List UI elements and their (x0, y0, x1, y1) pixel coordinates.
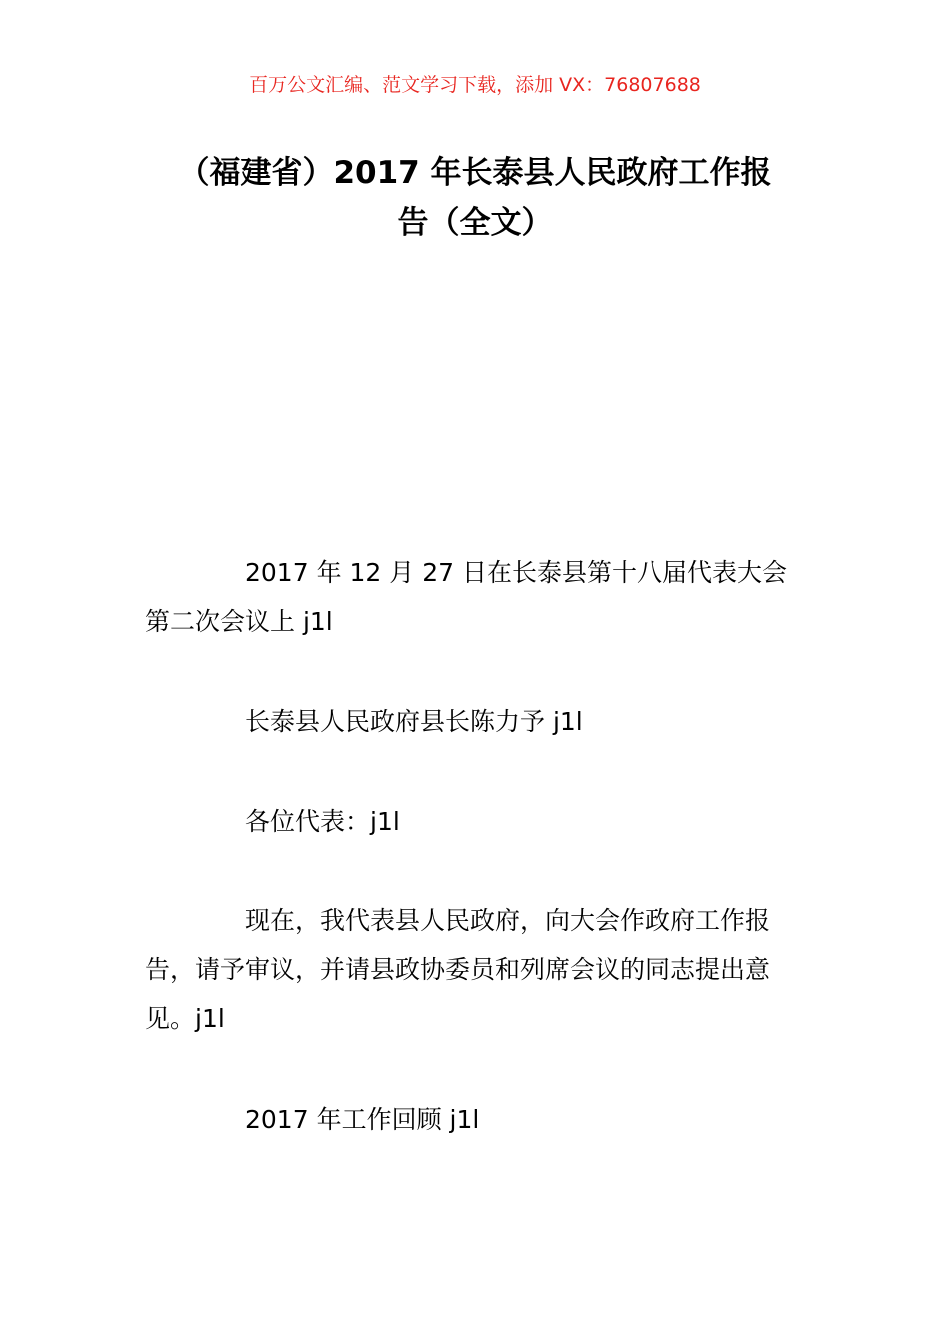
section-heading-review: 2017 年工作回顾 j1l (245, 1105, 480, 1134)
paragraph-opening: 现在，我代表县人民政府，向大会作政府工作报告，请予审议，并请县政协委员和列席会议的同志提出意见。j1l (145, 906, 771, 1033)
document-title (0, 148, 950, 248)
paragraph-speaker: 长泰县人民政府县长陈力予 j1l (245, 707, 583, 736)
title-line-2: 告（全文） (397, 205, 553, 241)
header-promo-note: 百万公文汇编、范文学习下载，添加 VX：76807688 (249, 74, 701, 96)
paragraph-salutation: 各位代表：j1l (245, 807, 400, 836)
paragraph-meeting-info: 2017 年 12 月 27 日在长泰县第十八届代表大会第二次会议上 j1l (145, 558, 787, 636)
title-line-1: （福建省）2017 年长泰县人民政府工作报 (178, 155, 772, 191)
